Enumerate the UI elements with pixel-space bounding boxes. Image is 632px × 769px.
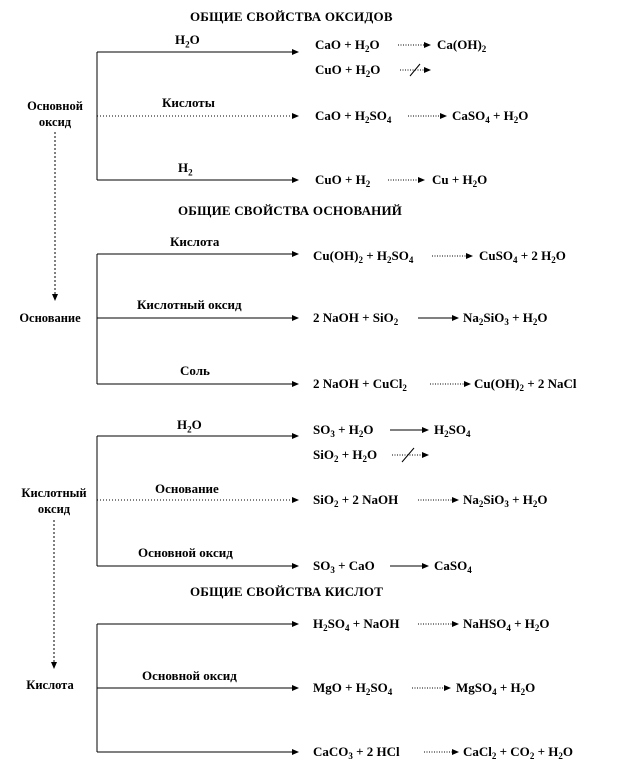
reaction-5-rhs: CuSO$_4$ + 2 $H_2O$ <box>479 248 566 265</box>
reaction-4-lhs: CuO + $H_2$ <box>315 172 371 189</box>
block-basic-oxide <box>14 98 96 130</box>
label-acid: Кислота <box>170 234 220 249</box>
block-basic-oxide-line1: Основной <box>27 99 83 113</box>
reaction-13-lhs: MgO + $H_2SO_4$ <box>313 680 393 697</box>
reaction-4-rhs: $Cu + H_2O$ <box>432 172 488 189</box>
basic-oxide-branches <box>55 52 298 300</box>
block-acid: Кислота <box>26 678 74 692</box>
block-basic-oxide-line2: оксид <box>38 115 72 129</box>
block-base: Основание <box>19 311 81 325</box>
reaction-2-lhs: CuO + $H_2O$ <box>315 62 381 79</box>
reaction-9-lhs: $SiO_2 + H_2O$ <box>313 447 378 464</box>
reaction-14-lhs: CaCO$_3$ + 2 HCl <box>313 744 400 761</box>
label-acids: Кислоты <box>162 95 215 110</box>
reaction-1-lhs: CaO + $H_2O$ <box>315 37 380 54</box>
reaction-6-lhs: 2 NaOH + SiO$_2$ <box>313 310 399 327</box>
reaction-arrows <box>388 45 472 752</box>
reaction-11-rhs: CaSO$_4$ <box>434 558 472 575</box>
reaction-12-rhs: NaHSO$_4$ + $H_2O$ <box>463 616 550 633</box>
label-base: Основание <box>155 481 219 496</box>
title-oxides: ОБЩИЕ СВОЙСТВА ОКСИДОВ <box>190 9 393 24</box>
reaction-7-lhs: 2 NaOH + CuCl$_2$ <box>313 376 407 393</box>
label-h2: $H_2$ <box>178 160 193 178</box>
label-acidic-oxide: Кислотный оксид <box>137 297 242 312</box>
reaction-1-rhs: $Ca(OH)_2$ <box>437 37 487 54</box>
reaction-13-rhs: MgSO$_4$ + $H_2O$ <box>456 680 536 697</box>
label-water-1: $H_2O$ <box>175 32 200 50</box>
reaction-8-rhs: $H_2SO_4$ <box>434 422 471 439</box>
block-acidic-oxide <box>10 485 98 517</box>
reaction-11-lhs: $SO_3$ + CaO <box>313 558 375 575</box>
reaction-10-rhs: $Na_2SiO_3 + H_2O$ <box>463 492 548 509</box>
reaction-6-rhs: $Na_2SiO_3 + H_2O$ <box>463 310 548 327</box>
block-acidic-oxide-line1: Кислотный <box>21 486 87 500</box>
reaction-12-lhs: $H_2SO_4$ + NaOH <box>313 616 400 633</box>
acid-branches <box>97 624 298 752</box>
reaction-10-lhs: SiO$_2$ + 2 NaOH <box>313 492 399 509</box>
label-salt: Соль <box>180 363 210 378</box>
reaction-8-lhs: $SO_3 + H_2O$ <box>313 422 374 439</box>
label-basic-oxide-1: Основной оксид <box>138 545 233 560</box>
title-bases: ОБЩИЕ СВОЙСТВА ОСНОВАНИЙ <box>178 203 403 218</box>
label-water-2: $H_2O$ <box>177 417 202 435</box>
reaction-3-lhs: CaO + $H_2SO_4$ <box>315 108 392 125</box>
reaction-14-rhs: CaCl$_2$ + $CO_2 + H_2O$ <box>463 744 573 761</box>
reaction-7-rhs: $Cu(OH)_2 + 2$ NaCl <box>474 376 577 393</box>
block-acidic-oxide-line2: оксид <box>37 502 71 516</box>
title-acids: ОБЩИЕ СВОЙСТВА КИСЛОТ <box>190 584 384 599</box>
reaction-3-rhs: CaSO$_4$ + $H_2O$ <box>452 108 529 125</box>
reaction-5-lhs: $Cu(OH)_2 + H_2SO_4$ <box>313 248 414 265</box>
label-basic-oxide-2: Основной оксид <box>142 668 237 683</box>
